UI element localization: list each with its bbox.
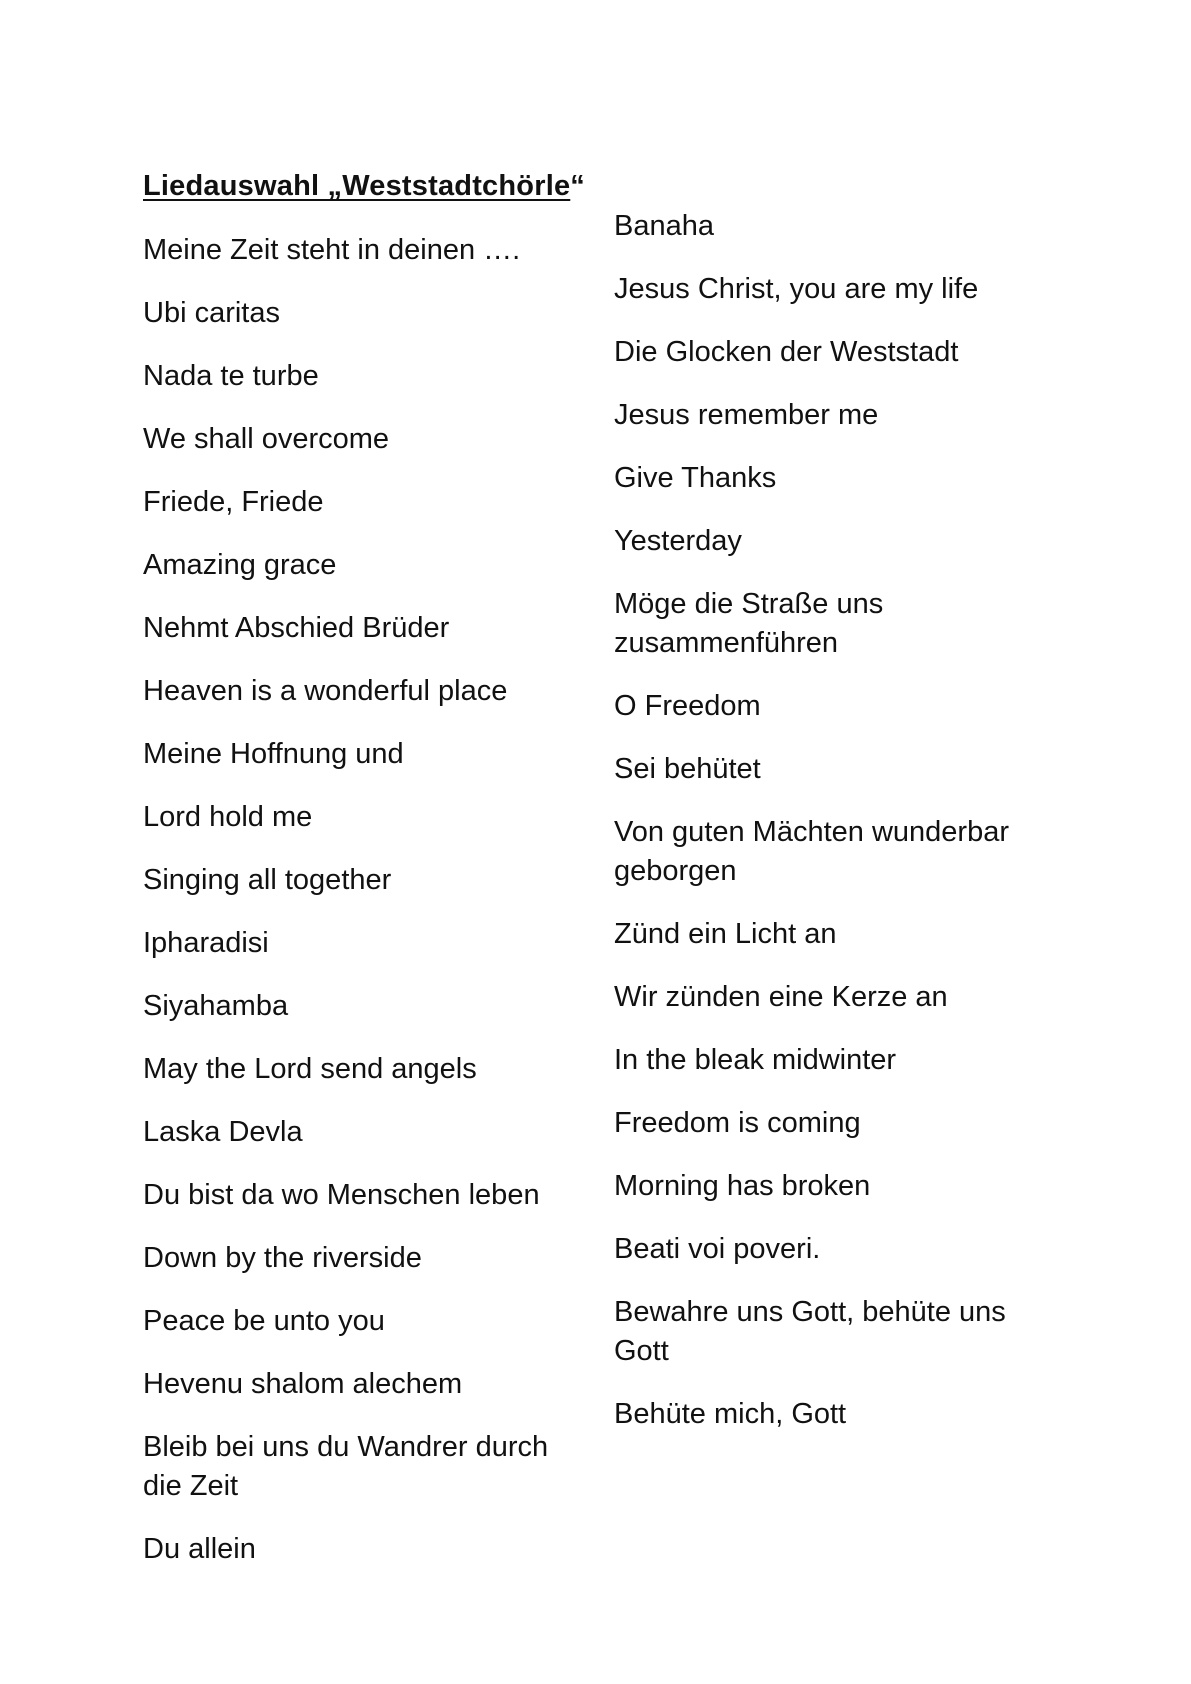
song-list-left: [143, 231, 583, 1593]
document-title-underlined: Liedauswahl „Weststadtchörle: [143, 170, 571, 202]
song-item: Banaha: [614, 210, 714, 242]
song-item: Meine Zeit steht in deinen ….: [143, 234, 521, 266]
song-item: Laska Devla: [143, 1116, 303, 1148]
song-item: Behüte mich, Gott: [614, 1398, 847, 1430]
song-item: Jesus remember me: [614, 399, 879, 431]
song-item: Meine Hoffnung und: [143, 738, 404, 770]
song-item: Jesus Christ, you are my life: [614, 273, 979, 305]
song-item: Bewahre uns Gott, behüte uns Gott: [614, 1296, 1006, 1367]
song-item: Lord hold me: [143, 801, 313, 833]
song-item: Amazing grace: [143, 549, 337, 581]
song-list-right: [614, 207, 1064, 1458]
song-item: Ipharadisi: [143, 927, 269, 959]
song-item: Bleib bei uns du Wandrer durch die Zeit: [143, 1431, 549, 1502]
song-item: Möge die Straße uns zusammenführen: [614, 588, 884, 659]
song-item: Yesterday: [614, 525, 742, 557]
song-item: We shall overcome: [143, 423, 390, 455]
song-item: Sei behütet: [614, 753, 761, 785]
song-item: Ubi caritas: [143, 297, 280, 329]
song-item: In the bleak midwinter: [614, 1044, 897, 1076]
song-item: Die Glocken der Weststadt: [614, 336, 959, 368]
song-item: Morning has broken: [614, 1170, 871, 1202]
song-item: Singing all together: [143, 864, 392, 896]
song-item: Heaven is a wonderful place: [143, 675, 508, 707]
song-item: Zünd ein Licht an: [614, 918, 837, 950]
song-item: Du allein: [143, 1533, 256, 1565]
song-item: Peace be unto you: [143, 1305, 385, 1337]
song-item: Hevenu shalom alechem: [143, 1368, 463, 1400]
song-item: May the Lord send angels: [143, 1053, 477, 1085]
song-item: Give Thanks: [614, 462, 777, 494]
song-item: Beati voi poveri.: [614, 1233, 821, 1265]
song-item: Siyahamba: [143, 990, 289, 1022]
song-item: O Freedom: [614, 690, 761, 722]
document-title: [143, 168, 585, 204]
song-item: Down by the riverside: [143, 1242, 422, 1274]
song-item: Friede, Friede: [143, 486, 324, 518]
song-item: Du bist da wo Menschen leben: [143, 1179, 540, 1211]
song-item: Nehmt Abschied Brüder: [143, 612, 450, 644]
song-item: Freedom is coming: [614, 1107, 861, 1139]
song-item: Wir zünden eine Kerze an: [614, 981, 948, 1013]
song-item: Nada te turbe: [143, 360, 319, 392]
song-item: Von guten Mächten wunderbar geborgen: [614, 816, 1009, 887]
document-title-closing-quote: “: [570, 170, 585, 202]
